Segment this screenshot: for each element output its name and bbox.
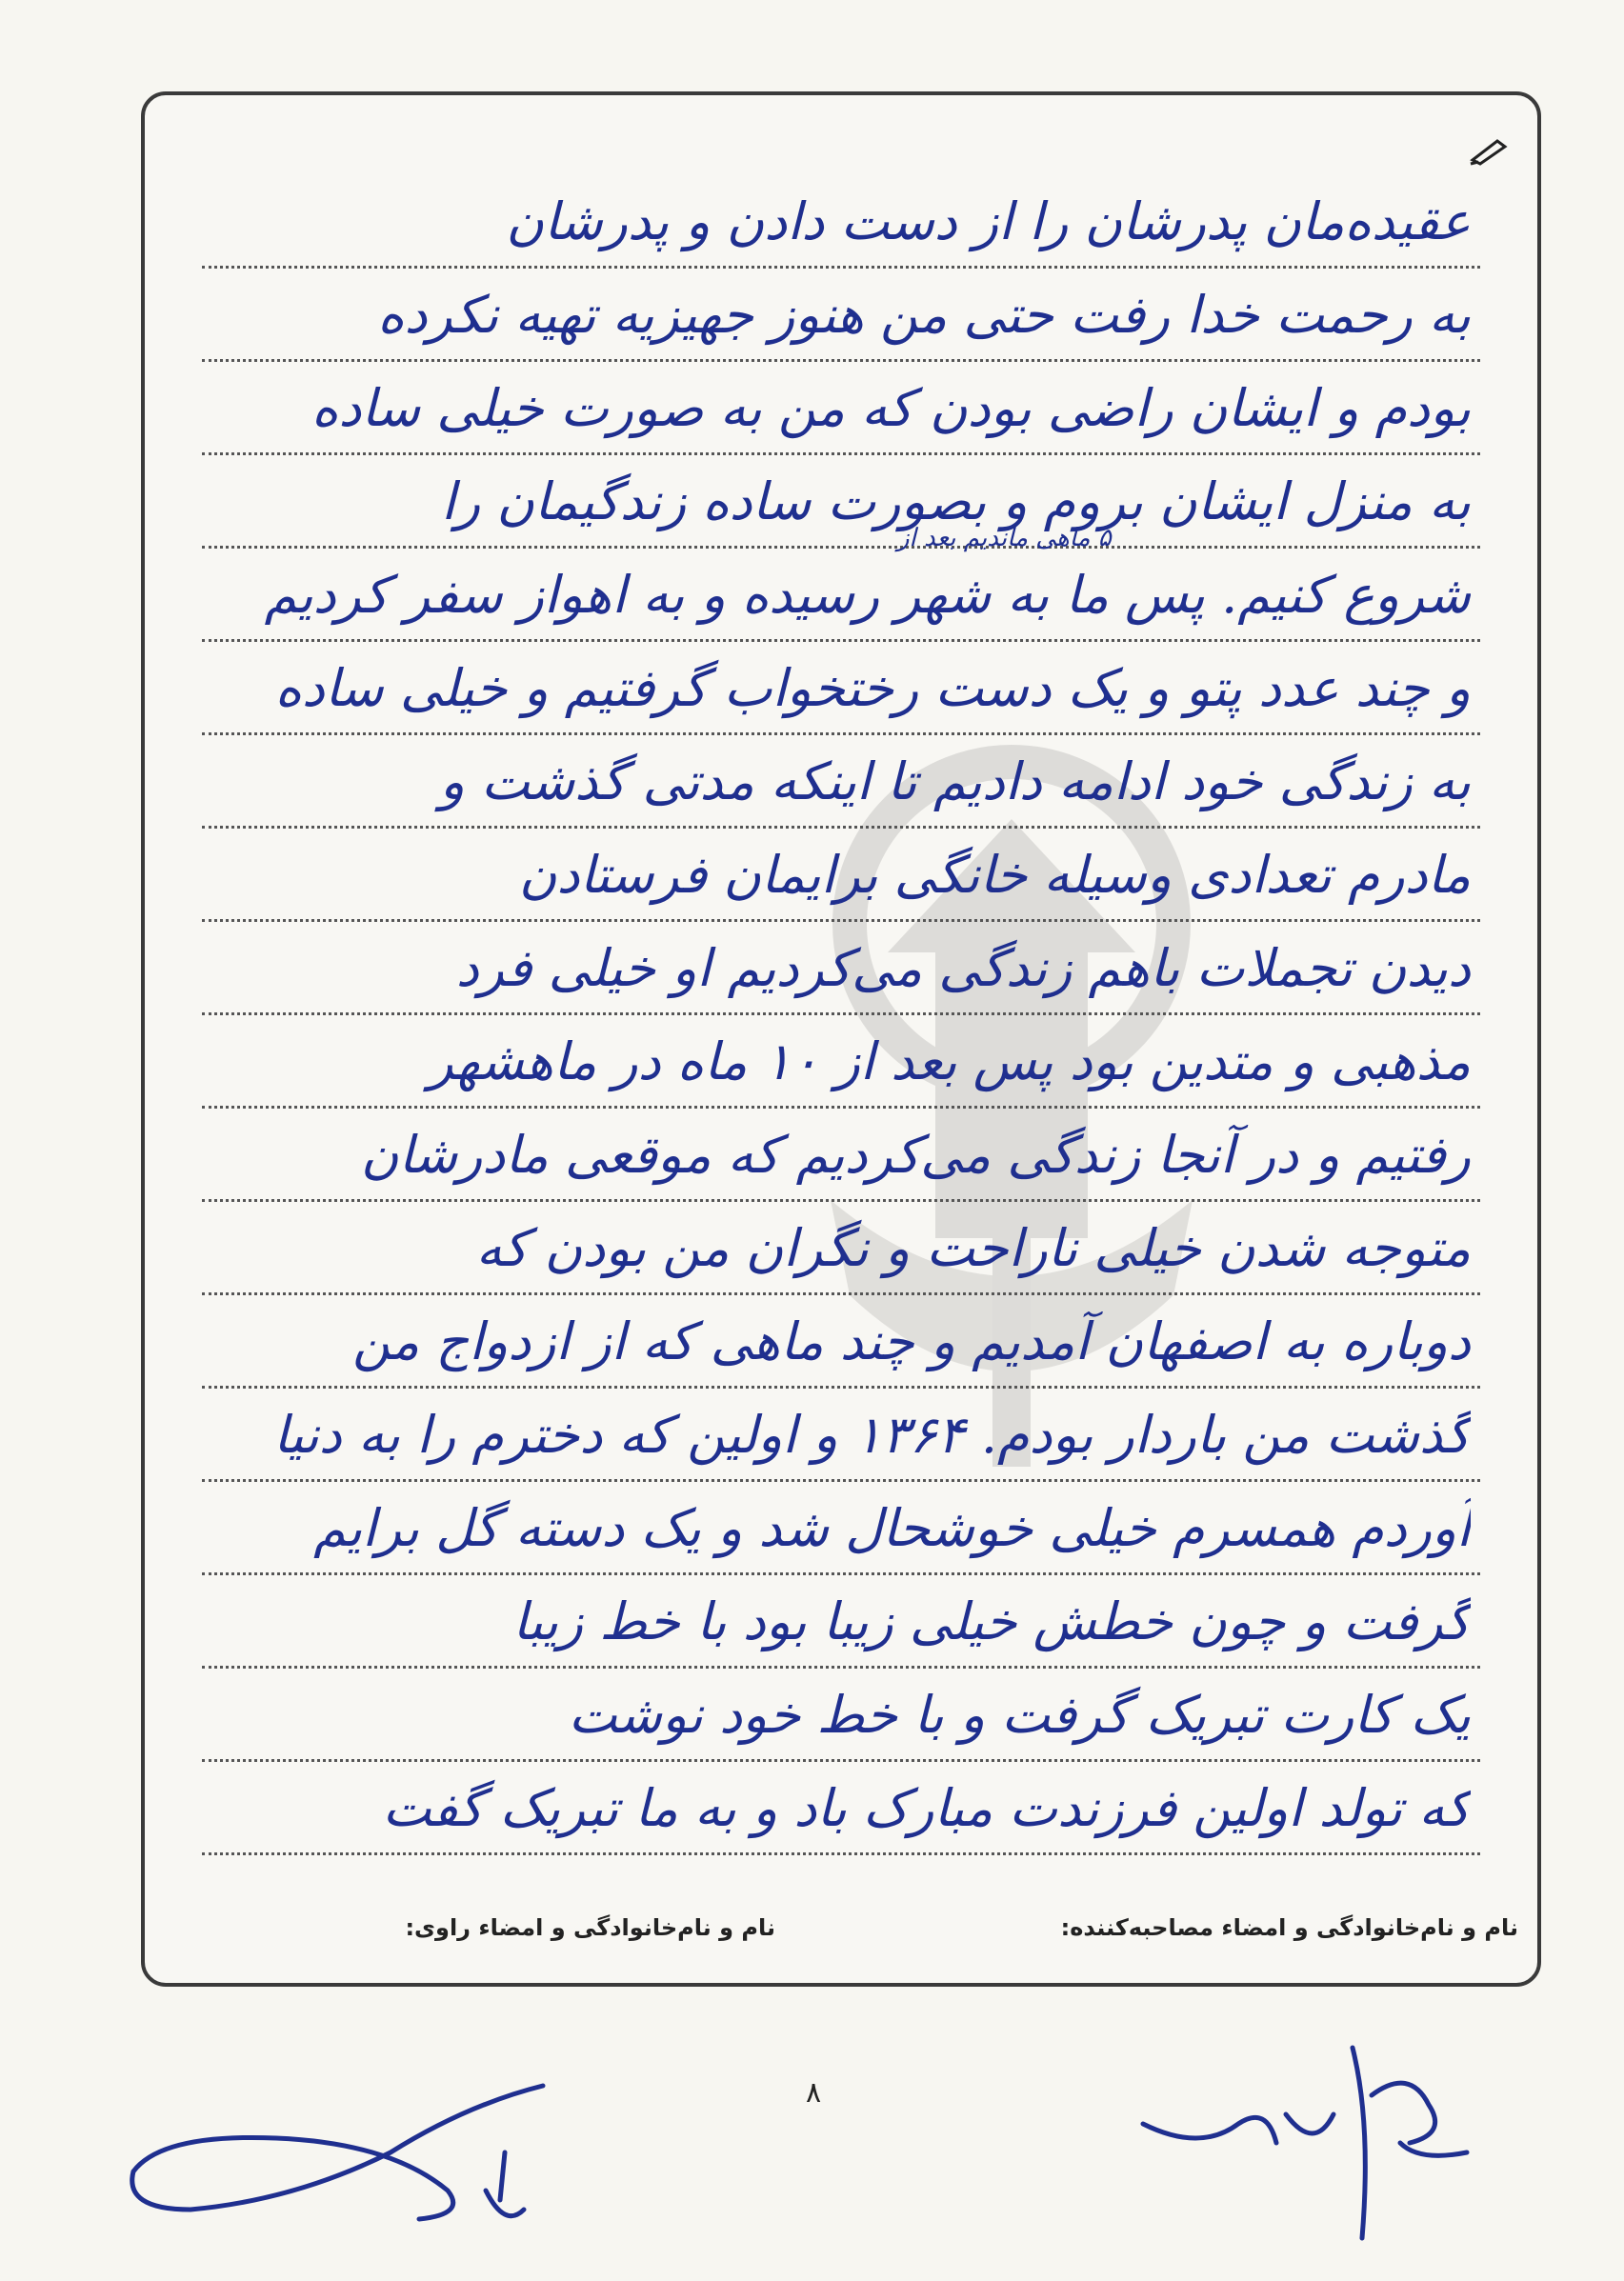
handwritten-body — [202, 162, 1480, 1857]
ruled-line — [202, 629, 1480, 735]
handwritten-line: رفتیم و در آنجا زندگی می‌کردیم که موقعی مادرشان — [360, 1125, 1471, 1185]
handwritten-line: که تولد اولین فرزندت مبارک باد و به ما تبریک گفت — [382, 1778, 1471, 1838]
narrator-signature-icon — [105, 2048, 581, 2257]
ruled-line — [202, 1375, 1480, 1482]
handwritten-line: مذهبی و متدین بود پس بعد از ۱۰ ماه در ماهشهر — [428, 1031, 1471, 1091]
handwritten-line: یک کارت تبریک گرفت و با خط خود نوشت — [568, 1685, 1471, 1745]
page-frame — [141, 91, 1541, 1987]
handwritten-line: دوباره به اصفهان آمدیم و چند ماهی که از ازدواج من — [352, 1311, 1471, 1371]
handwritten-line: آوردم همسرم خیلی خوشحال شد و یک دسته گل برایم — [313, 1498, 1471, 1558]
handwritten-line: به رحمت خدا رفت حتی من هنوز جهیزیه تهیه نکرده — [377, 285, 1471, 345]
handwritten-line: به منزل ایشان بروم و بصورت ساده زندگیمان را — [441, 471, 1471, 531]
ruled-line — [202, 1469, 1480, 1575]
handwritten-line: گذشت من باردار بودم. ۱۳۶۴ و اولین که دخترم را به دنیا — [273, 1405, 1471, 1465]
ruled-line — [202, 909, 1480, 1015]
ruled-line — [202, 1749, 1480, 1855]
handwritten-line: و چند عدد پتو و یک دست رختخواب گرفتیم و خیلی ساده — [274, 658, 1471, 718]
handwritten-line: شروع کنیم. پس ما به شهر رسیده و به اهواز سفر کردیم — [264, 565, 1471, 625]
ruled-line — [202, 162, 1480, 269]
ruled-line — [202, 722, 1480, 829]
handwritten-line: عقیده‌مان پدرشان را از دست دادن و پدرشان — [506, 191, 1471, 251]
margin-insert-note: ۵ ماهی ماندیم بعد از — [897, 524, 1112, 552]
ruled-line — [202, 1095, 1480, 1202]
ruled-line — [202, 1189, 1480, 1295]
signature-labels — [145, 1914, 1537, 1962]
interviewer-signature-label: نام و نام‌خانوادگی و امضاء مصاحبه‌کننده: — [1060, 1914, 1518, 1941]
ruled-line — [202, 1562, 1480, 1669]
ruled-line — [202, 349, 1480, 455]
handwritten-line: دیدن تجملات باهم زندگی می‌کردیم او خیلی فرد — [455, 938, 1471, 998]
handwritten-line: گرفت و چون خطش خیلی زیبا بود با خط زیبا — [512, 1591, 1471, 1651]
page-number: ۸ — [806, 2076, 822, 2110]
interviewer-signature-icon — [1086, 2010, 1486, 2267]
handwritten-line: به زندگی خود ادامه دادیم تا اینکه مدتی گذشت و — [439, 751, 1471, 811]
ruled-line — [202, 1655, 1480, 1762]
ruled-line — [202, 1002, 1480, 1109]
ruled-line — [202, 442, 1480, 549]
ruled-line — [202, 815, 1480, 922]
ruled-line — [202, 1282, 1480, 1389]
ruled-line — [202, 255, 1480, 362]
ruled-line — [202, 535, 1480, 642]
handwritten-line: بودم و ایشان راضی بودن که من به صورت خیلی ساده — [311, 378, 1471, 438]
narrator-signature-label: نام و نام‌خانوادگی و امضاء راوی: — [405, 1914, 775, 1941]
handwritten-line: متوجه شدن خیلی ناراحت و نگران من بودن که — [475, 1218, 1471, 1278]
handwritten-line: مادرم تعدادی وسیله خانگی برایمان فرستادن — [518, 845, 1471, 905]
